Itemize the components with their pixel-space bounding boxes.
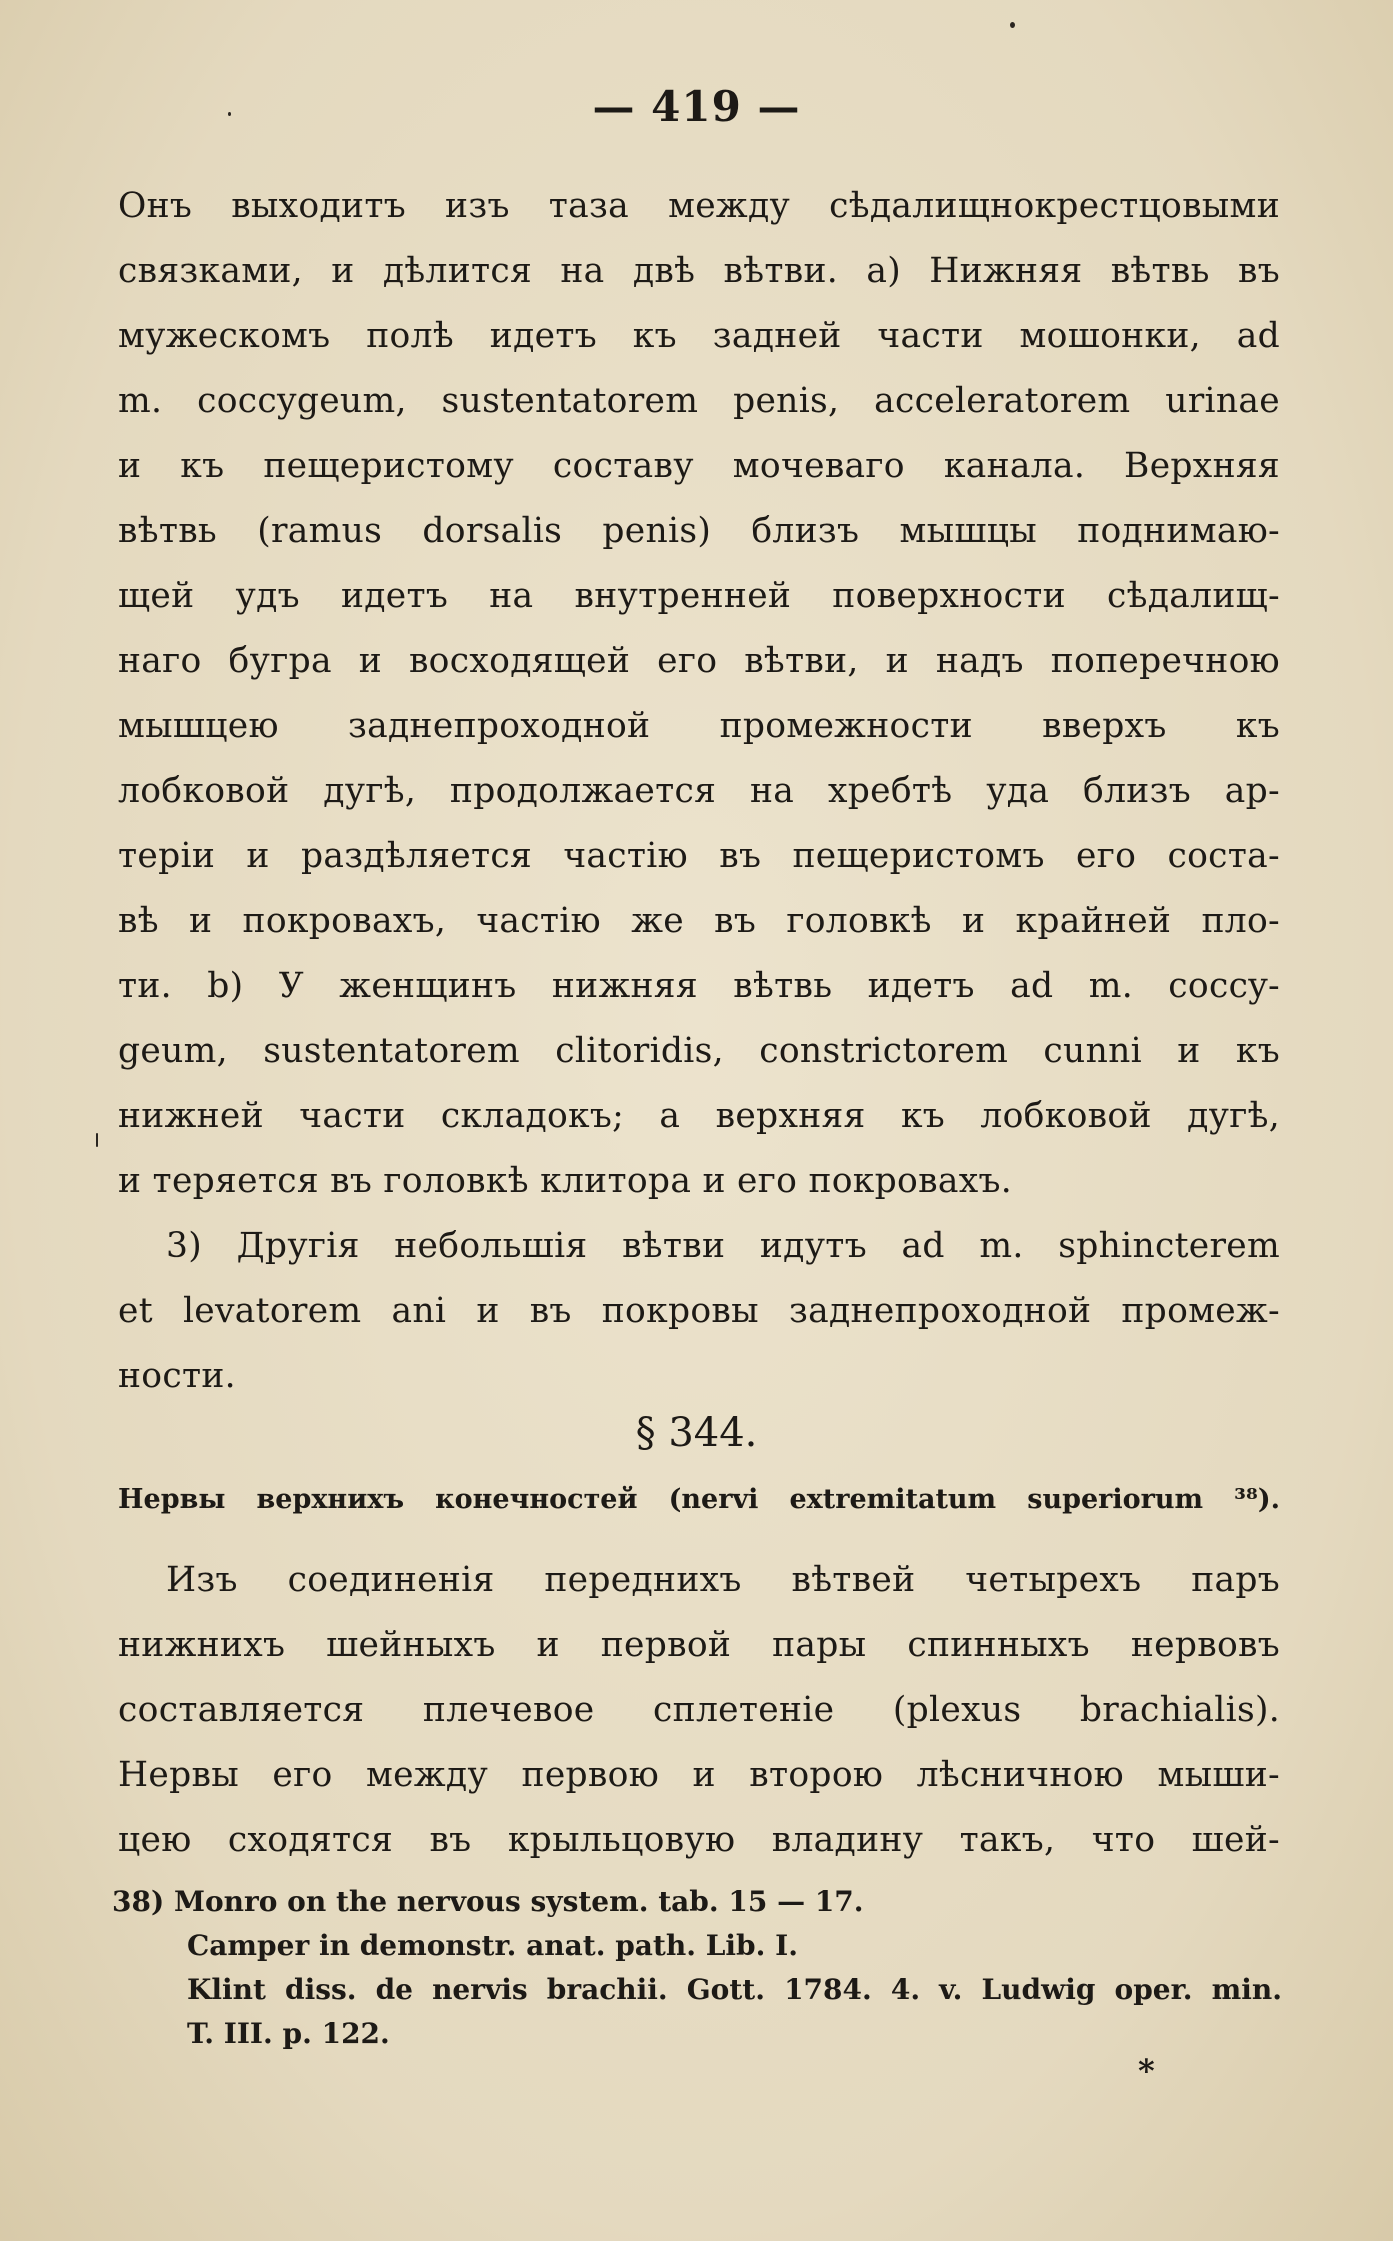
paragraph-2 [118, 1214, 1280, 1409]
text-line: мышцею заднепроходной промежности вверхъ къ [118, 706, 1280, 746]
ink-speck [1010, 22, 1015, 28]
ink-speck [96, 1133, 98, 1147]
text-line: Нервы его между первою и второю лѣсничною мыши- [118, 1755, 1280, 1795]
text-line: ти. b) У женщинъ нижняя вѣтвь идетъ ad m. coccy- [118, 966, 1280, 1006]
text-line: Онъ выходитъ изъ таза между сѣдалищнокрестцовыми [118, 186, 1280, 226]
text-line: et levatorem ani и въ покровы заднепроходной промеж- [118, 1291, 1280, 1331]
ink-speck [228, 112, 231, 116]
text-line: составляется плечевое сплетенiе (plexus brachialis). [118, 1690, 1280, 1730]
section-number: § 344. [635, 1410, 758, 1456]
text-line: связками, и дѣлится на двѣ вѣтви. а) Нижняя вѣтвь въ [118, 251, 1280, 291]
signature-mark: * [1138, 2052, 1155, 2090]
text-line: m. coccygeum, sustentatorem penis, acceleratorem urinae [118, 381, 1280, 421]
footnotes [112, 1880, 1282, 2056]
text-line: и къ пещеристому составу мочеваго канала. Верхняя [118, 446, 1280, 486]
text-line: щей удъ идетъ на внутренней поверхности сѣдалищ- [118, 576, 1280, 616]
paragraph-3 [118, 1548, 1280, 1873]
page-number: — 419 — [592, 82, 801, 131]
paragraph-1 [118, 174, 1280, 1214]
text-line: мужескомъ полѣ идетъ къ задней части мошонки, ad [118, 316, 1280, 356]
footnote-line: 38) Monro on the nervous system. tab. 15 — 17. [112, 1885, 864, 1918]
text-line: ности. [118, 1356, 236, 1396]
text-line: вѣтвь (ramus dorsalis penis) близъ мышцы поднимаю- [118, 511, 1280, 551]
footnote-line: T. III. p. 122. [187, 2017, 390, 2050]
footnote-line: Camper in demonstr. anat. path. Lib. I. [187, 1929, 798, 1962]
text-line: терiи и раздѣляется частiю въ пещеристомъ его соста- [118, 836, 1280, 876]
text-line: Изъ соединенiя переднихъ вѣтвей четырехъ паръ [166, 1560, 1280, 1600]
text-line: и теряется въ головкѣ клитора и его покровахъ. [118, 1161, 1012, 1201]
section-heading: Нервы верхнихъ конечностей (nervi extremitatum superiorum ³⁸). [118, 1484, 1280, 1515]
text-line: вѣ и покровахъ, частiю же въ головкѣ и крайней пло- [118, 901, 1280, 941]
text-line: нижнихъ шейныхъ и первой пары спинныхъ нервовъ [118, 1625, 1280, 1665]
text-line: цею сходятся въ крыльцовую владину такъ, что шей- [118, 1820, 1280, 1860]
text-line: geum, sustentatorem clitoridis, constrictorem cunni и къ [118, 1031, 1280, 1071]
text-line: 3) Другiя небольшiя вѣтви идутъ ad m. sphincterem [166, 1226, 1280, 1266]
footnote-line: Klint diss. de nervis brachii. Gott. 1784. 4. v. Ludwig oper. min. [187, 1973, 1282, 2006]
text-line: лобковой дугѣ, продолжается на хребтѣ уда близъ ар- [118, 771, 1280, 811]
text-line: нижней части складокъ; а верхняя къ лобковой дугѣ, [118, 1096, 1280, 1136]
text-line: наго бугра и восходящей его вѣтви, и надъ поперечною [118, 641, 1280, 681]
